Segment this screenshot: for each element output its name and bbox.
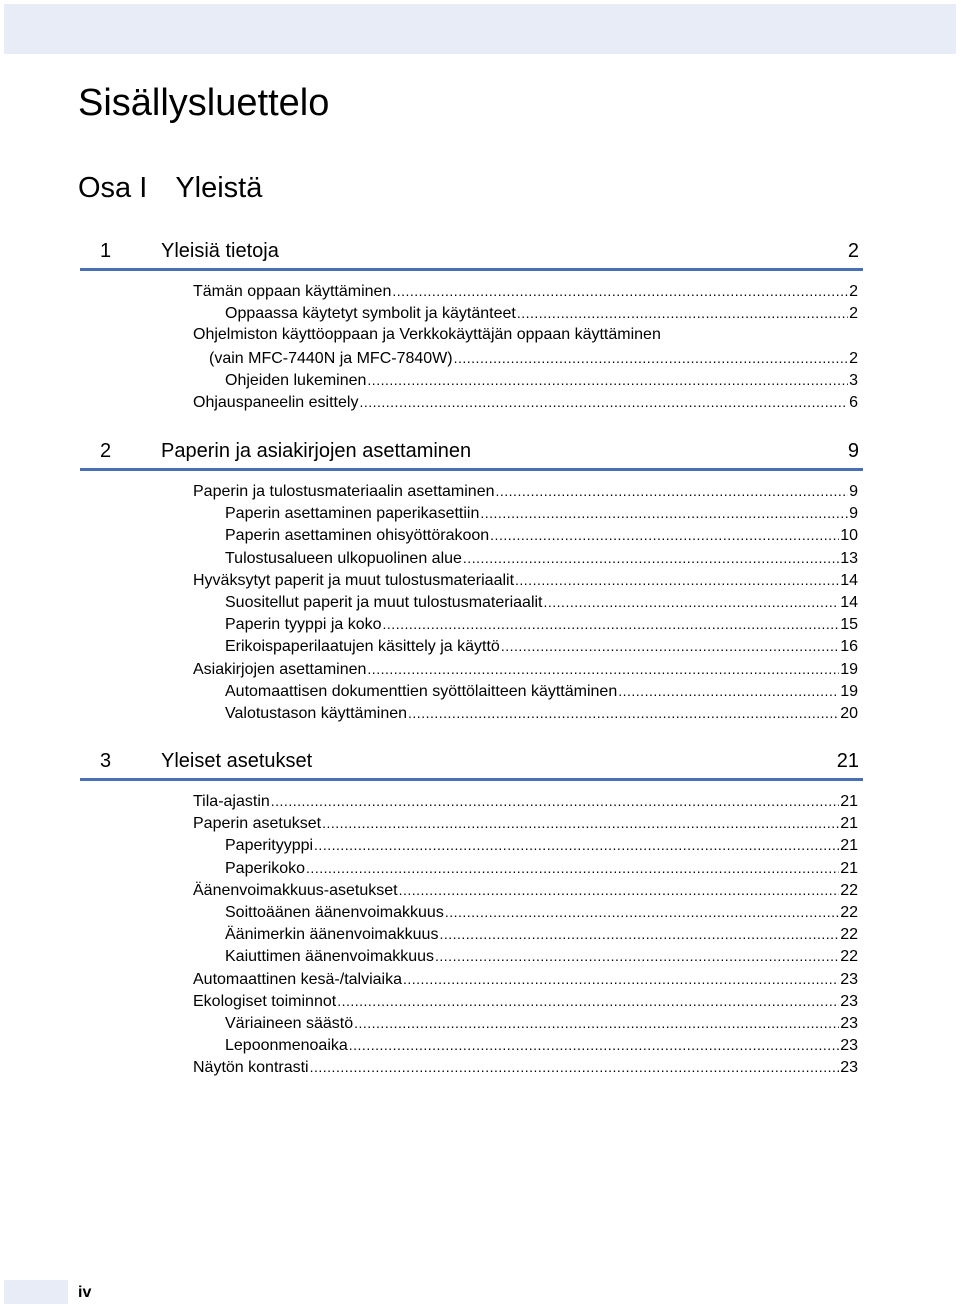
toc-dot-leader — [463, 547, 839, 569]
toc-entry-title: Paperityyppi — [225, 837, 314, 855]
toc-entry-page: 23 — [840, 1014, 858, 1032]
toc-entry-title: Kaiuttimen äänenvoimakkuus — [225, 948, 435, 966]
toc-entry-page: 22 — [840, 948, 858, 966]
toc-dot-leader — [490, 524, 839, 546]
toc-entry-page: 23 — [840, 1037, 858, 1055]
toc-entry-page: 9 — [849, 505, 858, 523]
document-title: Sisällysluettelo — [78, 82, 330, 124]
toc-entry-title: Paperin asettaminen ohisyöttörakoon — [225, 527, 490, 545]
toc-entry[interactable] — [193, 613, 858, 635]
toc-dot-leader — [515, 569, 839, 591]
toc-entry[interactable] — [193, 524, 858, 546]
toc-entry-page: 3 — [849, 371, 858, 389]
toc-dot-leader — [480, 502, 848, 524]
toc-entry-title: Automaattisen dokumenttien syöttölaitteen käyttäminen — [225, 682, 618, 700]
toc-entry-title: Soittoäänen äänenvoimakkuus — [225, 903, 444, 921]
toc-entry-title: Suositellut paperit ja muut tulostusmateriaalit — [225, 593, 543, 611]
toc-entry[interactable] — [193, 658, 858, 680]
toc-entry[interactable] — [193, 1012, 858, 1034]
part-name: Yleistä — [175, 172, 263, 204]
toc-entry-page: 6 — [849, 393, 858, 411]
toc-entry-title: Paperin tyyppi ja koko — [225, 616, 382, 634]
toc-dot-leader — [383, 613, 840, 635]
toc-entry[interactable] — [193, 879, 858, 901]
toc-entry-title: (vain MFC-7440N ja MFC-7840W) — [209, 349, 453, 367]
toc-entry-title: Oppaassa käytetyt symbolit ja käytänteet — [225, 305, 516, 323]
toc-dot-leader — [349, 1034, 839, 1056]
toc-entry-title: Äänimerkin äänenvoimakkuus — [225, 926, 439, 944]
toc-entry-page: 21 — [840, 793, 858, 810]
toc-entry-title: Paperikoko — [225, 859, 306, 877]
footer-page-number: iv — [78, 1284, 92, 1301]
toc-dot-leader — [359, 391, 848, 413]
part-heading — [78, 168, 262, 208]
toc-entry[interactable] — [193, 702, 858, 724]
toc-dot-leader — [435, 945, 839, 967]
toc-entry[interactable] — [193, 968, 858, 990]
toc-entry[interactable] — [193, 1056, 858, 1078]
toc-entry-page: 23 — [840, 970, 858, 988]
toc-entry-title: Näytön kontrasti — [193, 1059, 309, 1077]
toc-entry[interactable] — [193, 347, 858, 369]
toc-entry-page: 22 — [840, 926, 858, 944]
toc-entry[interactable] — [193, 680, 858, 702]
toc-entry[interactable] — [193, 391, 858, 413]
toc-entry[interactable] — [193, 547, 858, 569]
toc-dot-leader — [445, 901, 839, 923]
toc-entry-page: 22 — [840, 903, 858, 921]
toc-dot-leader — [271, 790, 839, 812]
toc-entry-page: 2 — [849, 305, 858, 323]
toc-dot-leader — [544, 591, 840, 613]
chapter-heading-2[interactable] — [80, 431, 863, 471]
toc-entry[interactable] — [193, 812, 858, 834]
toc-entry-title: Ohjelmiston käyttöoppaan ja Verkkokäyttäjän oppaan käyttäminen — [193, 326, 661, 344]
toc-entry-title: Ekologiset toiminnot — [193, 992, 337, 1010]
toc-entry[interactable] — [193, 901, 858, 923]
chapter-title: Paperin ja asiakirjojen asettaminen — [161, 440, 472, 462]
chapter-title: Yleiset asetukset — [161, 750, 313, 772]
toc-entry-page: 21 — [840, 815, 858, 833]
chapter-title: Yleisiä tietoja — [161, 240, 279, 262]
part-label: Osa I — [78, 172, 148, 204]
toc-dot-leader — [392, 280, 848, 302]
toc-entry[interactable] — [193, 857, 858, 879]
toc-list-chapter-1 — [193, 280, 858, 413]
toc-entry-page: 21 — [840, 859, 858, 877]
toc-entry[interactable] — [193, 502, 858, 524]
chapter-page: 21 — [836, 750, 859, 772]
toc-entry-page: 2 — [849, 283, 858, 300]
toc-entry-page: 19 — [840, 682, 858, 700]
toc-dot-leader — [354, 1012, 839, 1034]
toc-entry-title: Paperin asettaminen paperikasettiin — [225, 505, 480, 523]
chapter-heading-1[interactable] — [80, 231, 863, 271]
toc-dot-leader — [367, 369, 848, 391]
toc-entry[interactable] — [193, 945, 858, 967]
toc-dot-leader — [403, 968, 839, 990]
toc-entry-page: 14 — [840, 593, 858, 611]
toc-entry-page: 2 — [849, 349, 858, 367]
toc-entry-title: Äänenvoimakkuus-asetukset — [193, 881, 398, 899]
toc-entry-page: 16 — [840, 638, 858, 656]
toc-dot-leader — [337, 990, 839, 1012]
toc-dot-leader — [496, 480, 849, 502]
toc-entry[interactable] — [193, 635, 858, 657]
chapter-heading-3[interactable] — [80, 741, 863, 781]
toc-dot-leader — [408, 702, 839, 724]
toc-dot-leader — [306, 857, 839, 879]
toc-entry-page: 19 — [840, 660, 858, 678]
toc-entry-title: Tulostusalueen ulkopuolinen alue — [225, 549, 462, 567]
toc-entry-title: Väriaineen säästö — [225, 1014, 354, 1032]
toc-entry-page: 20 — [840, 704, 858, 722]
toc-dot-leader — [310, 1056, 840, 1078]
toc-dot-leader — [322, 812, 839, 834]
toc-entry[interactable] — [193, 1034, 858, 1056]
chapter-heading-row — [80, 231, 863, 271]
toc-entry-title: Hyväksytyt paperit ja muut tulostusmateriaalit — [193, 571, 515, 589]
toc-entry-title: Valotustason käyttäminen — [225, 704, 408, 722]
toc-entry[interactable] — [193, 569, 858, 591]
toc-entry[interactable] — [193, 369, 858, 391]
header-band — [4, 4, 956, 54]
toc-entry[interactable] — [193, 923, 858, 945]
toc-entry-title: Paperin asetukset — [193, 815, 322, 833]
chapter-number: 3 — [100, 750, 112, 772]
toc-entry-title: Tila-ajastin — [193, 793, 270, 810]
toc-list-chapter-3 — [193, 790, 858, 1078]
toc-entry-page: 9 — [849, 483, 858, 500]
toc-entry-title: Ohjeiden lukeminen — [225, 371, 367, 389]
chapter-number: 2 — [100, 440, 112, 462]
chapter-page: 2 — [847, 240, 859, 262]
toc-entry-page: 14 — [840, 571, 858, 589]
toc-entry-title: Lepoonmenoaika — [225, 1037, 348, 1055]
toc-dot-leader — [399, 879, 840, 901]
toc-entry-title: Automaattinen kesä-/talviaika — [193, 970, 402, 988]
toc-entry-page: 22 — [840, 881, 858, 899]
toc-list-chapter-2 — [193, 480, 858, 724]
toc-entry[interactable] — [193, 302, 858, 324]
toc-entry[interactable] — [193, 990, 858, 1012]
chapter-page: 9 — [847, 440, 859, 462]
chapter-heading-row — [80, 431, 863, 471]
toc-entry-title: Asiakirjojen asettaminen — [193, 660, 367, 678]
toc-entry-page: 23 — [840, 1059, 858, 1077]
toc-entry-page: 23 — [840, 992, 858, 1010]
toc-dot-leader — [314, 834, 839, 856]
toc-entry-title: Paperin ja tulostusmateriaalin asettaminen — [193, 483, 495, 500]
toc-entry[interactable] — [193, 480, 858, 502]
chapter-heading-row — [80, 741, 863, 781]
toc-entry[interactable] — [193, 280, 858, 302]
toc-dot-leader — [439, 923, 839, 945]
chapter-number: 1 — [100, 240, 112, 262]
toc-entry-title: Tämän oppaan käyttäminen — [193, 283, 392, 300]
toc-entry[interactable] — [193, 834, 858, 856]
toc-dot-leader — [501, 635, 839, 657]
toc-dot-leader — [517, 302, 848, 324]
toc-entry-page: 10 — [840, 527, 858, 545]
toc-entry-title: Ohjauspaneelin esittely — [193, 393, 359, 411]
toc-entry-title: Erikoispaperilaatujen käsittely ja käyttö — [225, 638, 500, 656]
toc-entry-page: 13 — [840, 549, 858, 567]
toc-entry[interactable] — [193, 324, 858, 346]
toc-dot-leader — [367, 658, 839, 680]
footer-band — [4, 1280, 68, 1304]
toc-entry-page: 15 — [840, 616, 858, 634]
toc-dot-leader — [618, 680, 839, 702]
toc-dot-leader — [454, 347, 848, 369]
toc-entry-page: 21 — [840, 837, 858, 855]
toc-entry[interactable] — [193, 591, 858, 613]
toc-entry[interactable] — [193, 790, 858, 812]
